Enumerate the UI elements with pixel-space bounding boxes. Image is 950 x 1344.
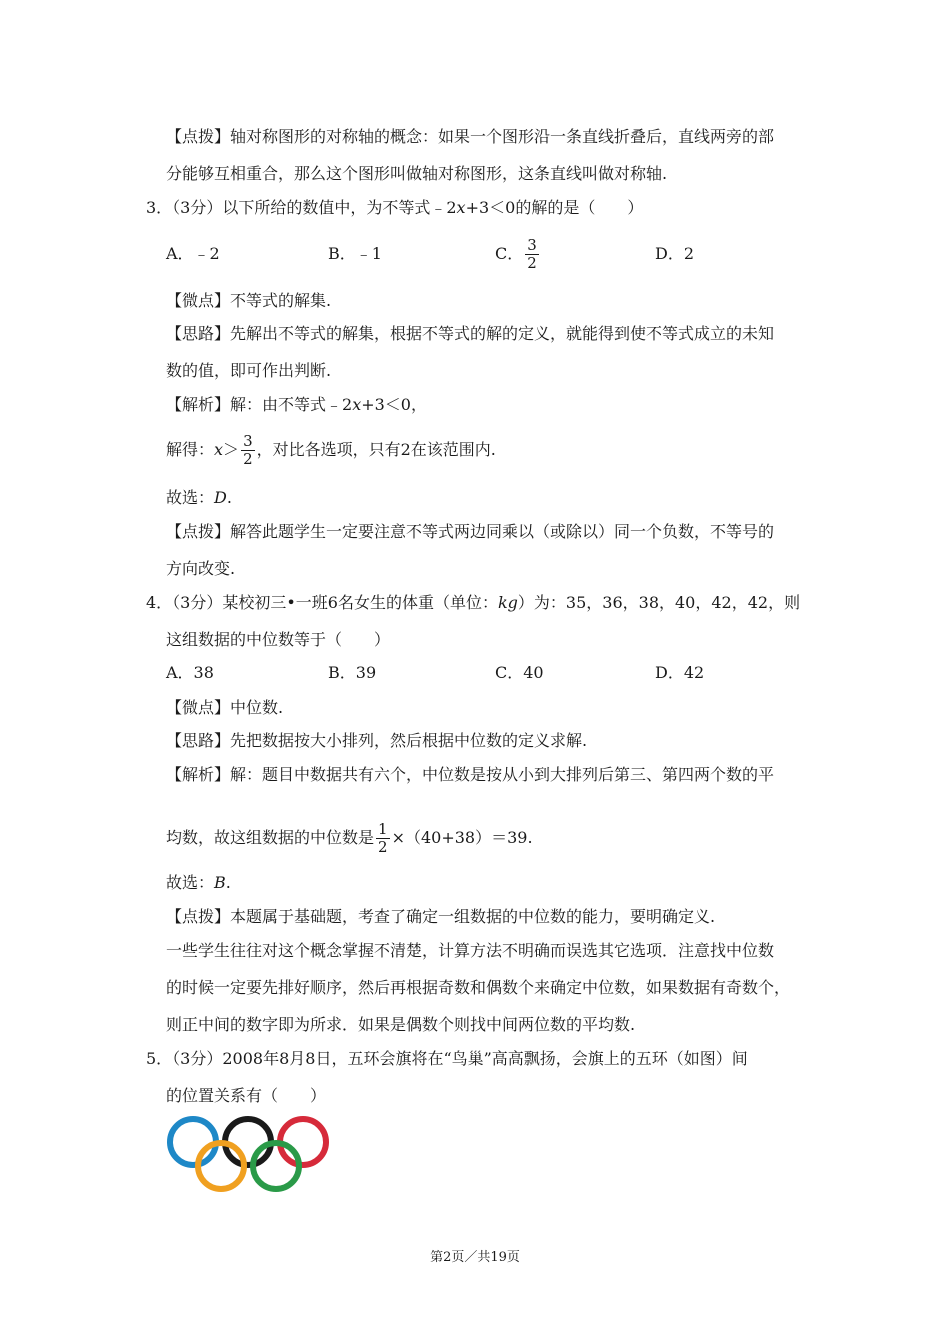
q4-option-c: C．40 [495,663,544,682]
q4-solution-fraction: $\frac{1}{2}$ [378,820,388,856]
q4-option-b: B．39 [328,663,377,682]
q4-solution-line-1: 【解析】解：题目中数据共有六个，中位数是按从小到大排列后第三、第四两个数的平 [166,765,775,784]
q3-tip-line-2: 方向改变. [166,559,236,578]
ring-black [225,1119,271,1165]
q2-tip-line-1: 【点拨】轴对称图形的对称轴的概念：如果一个图形沿一条直线折叠后，直线两旁的部 [166,127,775,146]
q2-tip-line-2: 分能够互相重合，那么这个图形叫做轴对称图形，这条直线叫做对称轴. [166,164,668,183]
q3-result-fraction: $\frac{3}{2}$ [243,432,253,468]
q3-idea-line-2: 数的值，即可作出判断. [166,361,332,380]
q4-answer: 故选：B. [166,873,231,892]
q4-tip-line-4: 则正中间的数字即为所求．如果是偶数个则找中间两位数的平均数. [166,1015,636,1034]
q3-point: 【微点】不等式的解集. [166,291,332,310]
q4-point: 【微点】中位数. [166,698,284,717]
q4-tip-line-1: 【点拨】本题属于基础题，考查了确定一组数据的中位数的能力，要明确定义. [166,907,716,926]
q3-option-c-fraction: $\frac{3}{2}$ [527,236,537,272]
q4-option-d: D．42 [655,663,705,682]
q3-idea-line-1: 【思路】先解出不等式的解集，根据不等式的解的定义，就能得到使不等式成立的未知 [166,324,775,343]
q4-option-a: A．38 [166,663,214,682]
q5-stem-line-2: 的位置关系有（ ） [166,1086,327,1105]
q4-stem-line-1: 4．（3分）某校初三•一班6名女生的体重（单位：kg）为：35，36，38，40，42，42，则 [146,593,801,612]
ring-blue [170,1119,216,1165]
page-footer: 第2页／共19页 [430,1250,520,1265]
q4-tip-line-2: 一些学生往往对这个概念掌握不清楚，计算方法不明确而误选其它选项．注意找中位数 [166,941,775,960]
q5-stem-line-1: 5．（3分）2008年8月8日，五环会旗将在“鸟巢”高高飘扬，会旗上的五环（如图）间 [146,1049,748,1068]
q3-stem: 3．（3分）以下所给的数值中，为不等式﹣2x+3＜0的解的是（ ） [146,198,644,217]
q4-solution-line-2: 均数，故这组数据的中位数是 $\frac{1}{2}$ ×（40+38）＝39. [166,820,533,856]
ring-red [280,1119,326,1165]
ring-yellow [198,1143,244,1189]
q4-stem-line-2: 这组数据的中位数等于（ ） [166,630,391,649]
olympic-rings-figure [166,1114,332,1196]
ring-green [253,1143,299,1189]
q3-option-a: A．﹣2 [166,244,220,263]
q3-option-c: C． $\frac{3}{2}$ [495,236,537,272]
q3-answer: 故选：D. [166,488,232,507]
q4-idea: 【思路】先把数据按大小排列，然后根据中位数的定义求解. [166,731,588,750]
q3-tip-line-1: 【点拨】解答此题学生一定要注意不等式两边同乘以（或除以）同一个负数，不等号的 [166,522,775,541]
q3-solution: 【解析】解：由不等式﹣2x+3＜0， [166,395,427,414]
q3-result: 解得：x＞ $\frac{3}{2}$ ，对比各选项，只有2在该范围内. [166,432,496,468]
q3-option-d: D．2 [655,244,695,263]
q4-tip-line-3: 的时候一定要先排好顺序，然后再根据奇数和偶数个来确定中位数，如果数据有奇数个， [166,978,791,997]
q3-option-b: B．﹣1 [328,244,382,263]
